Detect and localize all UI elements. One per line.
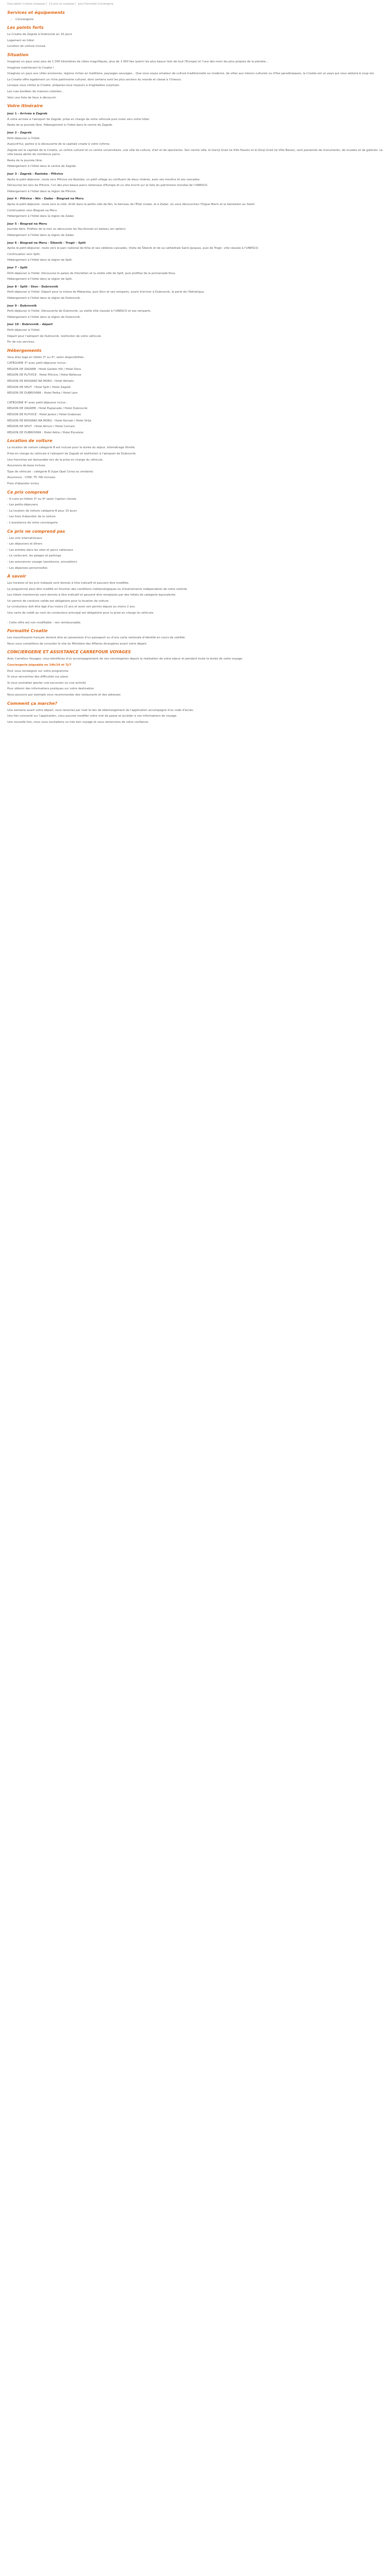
- section-title-how: Comment ça marche?: [7, 701, 57, 706]
- highlight-line: Location de voiture incluse: [7, 45, 45, 48]
- breadcrumb-link-description[interactable]: Description Croatie composer: [7, 3, 46, 6]
- exclude-item: - Les entrées dans les sites et parcs nationaux: [7, 548, 73, 552]
- include-item: - Les frais d'abandon de la voiture: [7, 515, 56, 519]
- hotel-line: RÉGION DE ZAGREB : Hotel Esplanade / Hotel Dubrovnik: [7, 407, 88, 411]
- hotel-line: RÉGION DE SPLIT : Hotel Split / Hotel Zagreb: [7, 385, 71, 389]
- day-paragraph: Hébergement à l'hôtel dans la région de Dubrovnik.: [7, 315, 81, 319]
- offer-note: - Cette offre est non modifiable - non remboursable.: [7, 621, 82, 624]
- itinerary-day: [7, 266, 384, 282]
- itinerary-day: [7, 304, 384, 320]
- include-item: - L'assistance de notre conciergerie: [7, 521, 58, 524]
- day-paragraph: Hébergement à l'hôtel dans le centre de Zagreb.: [7, 165, 77, 168]
- hotel-line: RÉGION DE SPLIT : Hotel Atrium / Hotel Cornaro: [7, 425, 75, 429]
- breadcrumb-link-price[interactable]: Ce prix se compose: [49, 3, 75, 6]
- day-paragraph: Après le petit-déjeuner, route vers la côte. Arrêt dans la petite ville de Nin, le berceau de l'État croate, et à Zadar, où vous découvrirez l'Orgue Marin et la Salutation au Soleil.: [7, 203, 255, 207]
- itinerary-day: [7, 285, 384, 301]
- day-paragraph: Aujourd'hui, partez à la découverte de la capitale croate à votre rythme.: [7, 143, 110, 146]
- concierge-item: Pour obtenir des informations pratiques sur votre destination: [7, 687, 94, 691]
- page: [0, 0, 391, 731]
- breadcrumb: [7, 2, 384, 7]
- day-heading: Jour 9 - Dubrovnik: [7, 304, 37, 308]
- section-title-situation: Situation: [7, 52, 29, 57]
- concierge-item: Pour vous renseigner sur votre programme: [7, 669, 69, 673]
- hotel-line: RÉGION DE PLITVICE : Hotel Plitvice / Hotel Bellevue: [7, 374, 82, 377]
- day-paragraph: Reste de la journée libre.: [7, 159, 43, 162]
- day-paragraph: Après le petit-déjeuner, route vers Plitvice via Rastoke, un petit village au confluent de deux rivières, avec ses moulins et ses cascades.: [7, 178, 201, 181]
- day-paragraph: Petit-déjeuner à l'hôtel. Découvrez le palais de Dioclétien et la vieille ville de Split, puis profitez de la promenade Riva.: [7, 272, 176, 275]
- day-heading: Jour 10 - Dubrovnik - départ: [7, 323, 53, 327]
- day-paragraph: Zagreb est la capitale de la Croatie, un centre culturel et un centre universitaire, une ville de culture, d'art et de spectacles. Son centre ville, le Gornji Grad (la Ville Haute) et le Donji Grad (la Ville Basse), sont parsemés de monuments, de musées et de galeries. La ville basse abrite de nombreux parcs.: [7, 148, 383, 157]
- hotel-line: RÉGION DE PLITVICE : Hotel Jezero / Hotel Grabovac: [7, 413, 82, 417]
- highlight-line: Logement en hôtel: [7, 39, 34, 42]
- hotel-line: RÉGION DE BIOGRAD NA MORU : Hotel Adriatic: [7, 380, 74, 383]
- day-paragraph: Hébergement à l'hôtel dans la région de Zadar.: [7, 234, 75, 237]
- paragraph: Une franchise est demandée lors de la prise en charge du véhicule.: [7, 458, 104, 462]
- paragraph: Avec Carrefour Voyages, vous bénéficiez d'un accompagnement de nos conciergeries depuis la réalisation de votre séjour et pendant toute la durée de votre voyage.: [7, 657, 243, 661]
- highlight-line: La Croatie de Zagreb à Dubrovnik en 10 jours: [7, 33, 72, 37]
- paragraph: Les rues bordées de maisons colorées...: [7, 90, 64, 93]
- concierge-item: Si vous rencontrez des difficultés sur place: [7, 675, 68, 679]
- paragraph: Assurance de base incluse.: [7, 464, 46, 468]
- paragraph: La Croatie offre également un riche patrimoine culturel, dont certains sont les plus anciens du monde et classé à l'Unesco.: [7, 78, 182, 81]
- day-heading: Jour 5 - Biograd na Moru: [7, 222, 47, 226]
- paragraph: Nous vous conseillons de consulter le site du Ministère des Affaires étrangères avant votre départ.: [7, 642, 148, 646]
- day-paragraph: Découvrez les lacs de Plitvice, l'un des plus beaux parcs nationaux d'Europe et un site inscrit sur la liste du patrimoine mondial de l'UNESCO.: [7, 184, 208, 188]
- car-detail: Assurance : CDW, TP, PAI incluses: [7, 476, 56, 480]
- paragraph: Les hôtels mentionnés sont donnés à titre indicatif et peuvent être remplacés par des hôtels de catégorie équivalente.: [7, 594, 176, 597]
- itinerary-day: [7, 241, 384, 263]
- exclude-item: - Les vols internationaux: [7, 536, 42, 540]
- day-heading: Jour 2 - Zagreb: [7, 131, 32, 134]
- concierge-availability: Conciergerie joignable en 24h/24 et 7j/7: [7, 664, 72, 667]
- breadcrumb-separator: |: [75, 3, 76, 6]
- paragraph: Voici une liste de lieux à découvrir.: [7, 96, 57, 99]
- paragraph: Vous êtes logé en hôtels 3* ou 4*, selon disponibilités.: [7, 355, 85, 359]
- paragraph: Le conducteur doit être âgé d'au moins 21 ans et avoir son permis depuis au moins 2 ans.: [7, 605, 136, 609]
- paragraph: Un permis de conduire valide est obligatoire pour la location de voiture.: [7, 599, 109, 603]
- day-paragraph: Continuation vers Split.: [7, 252, 41, 256]
- paragraph: Imaginez maintenant la Croatie !: [7, 66, 54, 70]
- exclude-item: - Le carburant, les péages et parkings: [7, 554, 61, 558]
- day-paragraph: Fin de nos services.: [7, 341, 35, 344]
- car-detail: Type de véhicule : catégorie B (type Opel Corsa ou similaire): [7, 470, 93, 473]
- day-paragraph: Petit-déjeuner à l'hôtel. Départ pour la riviera de Makarska, puis Ston et ses remparts, avant d'arriver à Dubrovnik, la perle de l'Adriatique.: [7, 291, 205, 294]
- section-title-car: Location de voiture: [7, 438, 53, 444]
- paragraph: Prise en charge du véhicule à l'aéroport de Zagreb et restitution à l'aéroport de Dubrovnik.: [7, 452, 137, 455]
- list-item: • Conciergerie: [15, 18, 384, 22]
- paragraph: Le programme peut être modifié en fonction des conditions météorologiques ou d'événements indépendants de notre volonté.: [7, 587, 188, 591]
- paragraph: Une semaine avant votre départ, vous recevrez par mail le lien de téléchargement de l'application accompagné d'un code d'accès.: [7, 708, 194, 712]
- day-paragraph: Reste de la journée libre. Hébergement à l'hôtel dans le centre de Zagreb.: [7, 124, 113, 127]
- day-paragraph: Départ pour l'aéroport de Dubrovnik, restitution de votre véhicule.: [7, 334, 102, 338]
- include-item: - 9 nuits en hôtels 3* ou 4* selon l'option choisie: [7, 497, 76, 501]
- paragraph: La location de voiture catégorie B est incluse pour la durée du séjour, kilométrage illimité.: [7, 446, 136, 450]
- breadcrumb-link-formality[interactable]: pour Formalité Convergerie: [78, 3, 113, 6]
- concierge-item: Si vous souhaitez ajouter une excursion ou une activité: [7, 681, 86, 685]
- hotel-line: RÉGION DE DUBROVNIK : Hotel Adria / Hotel Excelsior: [7, 431, 84, 434]
- car-detail: Frais d'abandon inclus: [7, 482, 39, 485]
- itinerary-day: [7, 323, 384, 344]
- day-heading: Jour 4 - Plitvice - Nin - Zadar - Biograd na Moru: [7, 197, 84, 201]
- day-heading: Jour 8 - Split - Ston - Dubrovnik: [7, 285, 58, 289]
- day-paragraph: Hébergement à l'hôtel dans la région de Plitvice.: [7, 190, 77, 193]
- include-item: - Les petits-déjeuners: [7, 503, 38, 507]
- include-item: - La location de voiture catégorie B pour 10 jours: [7, 509, 77, 513]
- day-paragraph: Petit-déjeuner à l'hôtel.: [7, 328, 41, 332]
- section-title-services: Services et équipements: [7, 10, 65, 15]
- day-paragraph: Hébergement à l'hôtel dans la région de Split.: [7, 259, 73, 262]
- paragraph: Les horaires et les prix indiqués sont donnés à titre indicatif et peuvent être modifiés.: [7, 582, 129, 585]
- day-heading: Jour 7 - Split: [7, 266, 28, 269]
- section-title-excludes: Ce prix ne comprend pas: [7, 529, 66, 534]
- day-paragraph: Hébergement à l'hôtel dans la région de Dubrovnik.: [7, 296, 81, 300]
- section-title-hotels: Hébergements: [7, 348, 42, 353]
- paragraph: Une carte de crédit au nom du conducteur principal est obligatoire pour la prise en charge du véhicule.: [7, 612, 154, 615]
- paragraph: Une nouvelle fois, nous vous souhaitons un très bon voyage et vous remercions de votre confiance.: [7, 720, 149, 724]
- day-heading: Jour 3 - Zagreb - Rastoke - Plitvice: [7, 173, 63, 176]
- services-list: [15, 18, 384, 22]
- hotel-line: RÉGION DE ZAGREB : Hotel Garden Hill / Hotel Dora: [7, 367, 81, 371]
- day-heading: Jour 6 - Biograd na Moru - Šibenik - Trogir - Split: [7, 241, 86, 245]
- day-paragraph: Hébergement à l'hôtel dans la région de Split.: [7, 278, 73, 281]
- day-paragraph: Continuation vers Biograd na Moru.: [7, 209, 58, 212]
- itinerary-day: [7, 172, 384, 194]
- day-paragraph: Hébergement à l'hôtel dans la région de Zadar.: [7, 215, 75, 218]
- hotel-category-heading: CATÉGORIE 3* avec petit-déjeuner inclus :: [7, 362, 68, 365]
- day-paragraph: Petit-déjeuner à l'hôtel.: [7, 137, 41, 140]
- day-paragraph: Journée libre. Profitez de la mer ou découvrez les îles Kornati en bateau (en option).: [7, 228, 126, 231]
- day-heading: Jour 1 - Arrivée à Zagreb: [7, 112, 47, 116]
- paragraph: Imaginez un pays avec plus de 1 000 kilomètres de côtes magnifiques, plus de 1 000 îles (parmi les plus beaux ilots de tout l'Europe) et l'une des mers les plus propres de la planète...: [7, 60, 269, 63]
- paragraph: Les ressortissants français doivent être en possession d'un passeport ou d'une carte nationale d'identité en cours de validité.: [7, 636, 186, 640]
- hotel-category-heading: CATÉGORIE 4* avec petit-déjeuner inclus :: [7, 401, 68, 404]
- exclude-item: - Les dépenses personnelles: [7, 566, 47, 570]
- day-paragraph: Petit-déjeuner à l'hôtel. Découverte de Dubrovnik, sa vieille ville classée à l'UNESCO et ses remparts.: [7, 310, 152, 313]
- itinerary-day: [7, 112, 384, 128]
- breadcrumb-separator: |: [46, 3, 47, 6]
- itinerary-day: [7, 131, 384, 169]
- section-title-good-to-know: À savoir: [7, 574, 26, 579]
- paragraph: Imaginez un pays aux villes anciennes, régions riches en traditions, paysages sauvages... Que vous soyez amateur de culture traditionnelle ou moderne, de villes aux trésors culturels ou d'îles paradisiaques, la Croatie est un pays qui vous séduira à coup sûr.: [7, 72, 375, 76]
- hotel-line: RÉGION DE DUBROVNIK : Hotel Petka / Hotel Lero: [7, 392, 78, 395]
- day-paragraph: À votre arrivée à l'aéroport de Zagreb, prise en charge de votre véhicule puis route vers votre hôtel.: [7, 117, 150, 121]
- section-title-concierge: CONCIERGERIE ET ASSISTANCE CARREFOUR VOYAGES: [7, 650, 131, 655]
- section-title-itinerary: Votre itinéraire: [7, 104, 43, 109]
- section-title-formality: Formalité Croatie: [7, 629, 48, 634]
- exclude-item: - Les assurances voyage (assistance, annulation): [7, 560, 77, 564]
- paragraph: Une fois connecté sur l'application, vous pourrez modifier votre mot de passe et accéder à vos informations de voyage.: [7, 715, 177, 718]
- itinerary-day: [7, 197, 384, 218]
- section-title-highlights: Les points forts: [7, 25, 44, 30]
- hotel-line: RÉGION DE BIOGRAD NA MORU : Hotel Kornati / Hotel Ilirija: [7, 419, 91, 422]
- itinerary-day: [7, 222, 384, 238]
- exclude-item: - Les déjeuners et dîners: [7, 543, 43, 546]
- day-paragraph: Après le petit-déjeuner, route vers le parc national de Krka et ses célèbres cascades. Visite de Šibenik et de sa cathédrale Saint-Jacques, puis de Trogir, ville classée à l'UNESCO.: [7, 247, 259, 250]
- concierge-item: Nous pouvons par exemple vous recommander des restaurants et des adresses: [7, 693, 121, 697]
- section-title-includes: Ce prix comprend: [7, 489, 48, 495]
- paragraph: Lorsque vous visitez la Croatie, préparez-vous toujours à d'agréables surprises.: [7, 84, 120, 88]
